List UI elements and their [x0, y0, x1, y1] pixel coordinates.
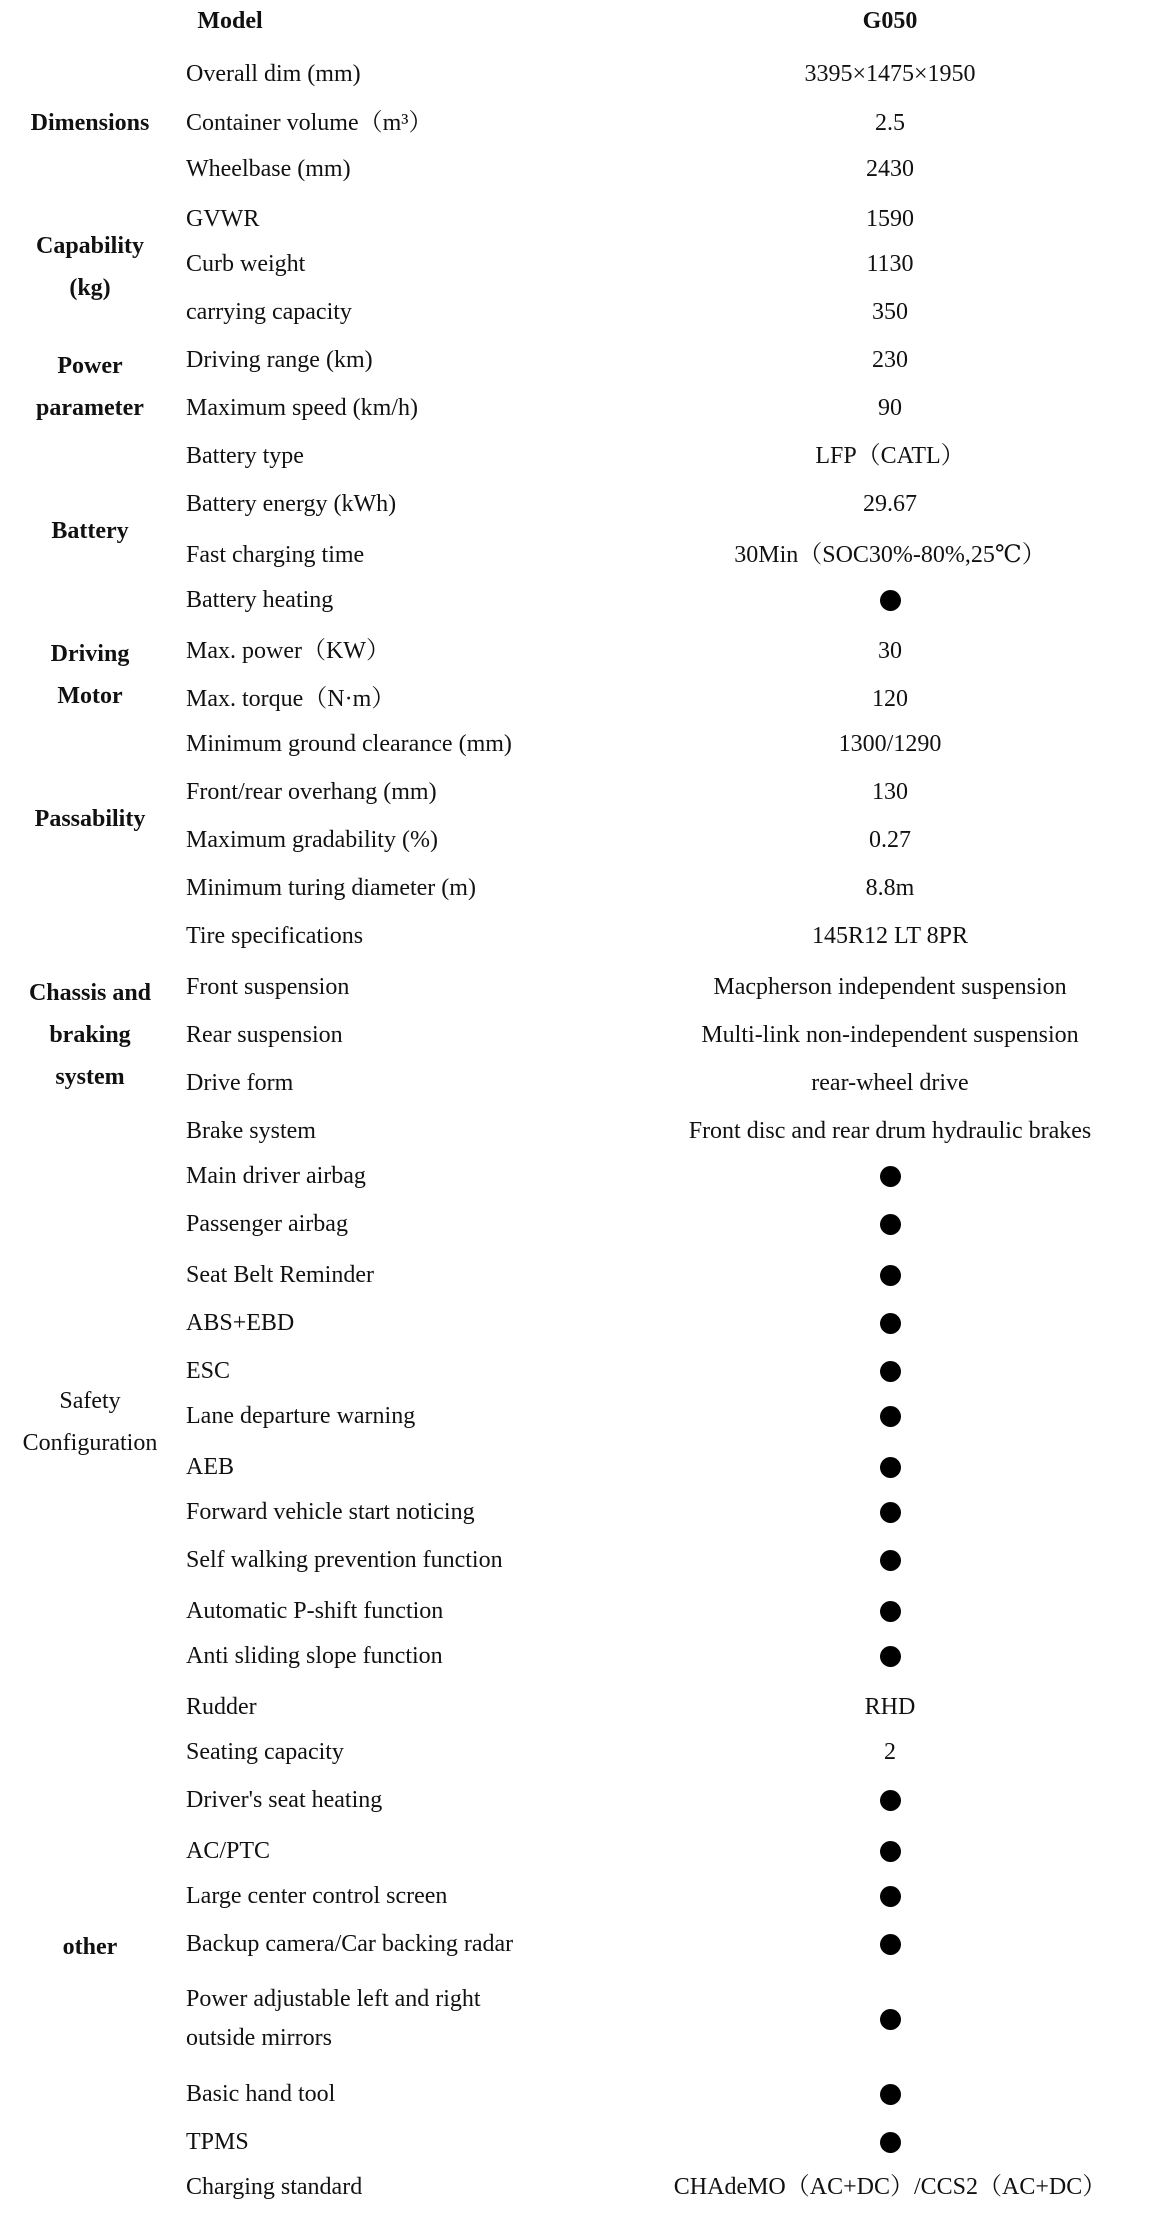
param-label: Forward vehicle start noticing — [186, 1499, 475, 1525]
standard-feature-dot-icon — [630, 1253, 1150, 1297]
table-row — [0, 52, 1166, 96]
param-label: Large center control screen — [186, 1883, 448, 1909]
param-value: 2.5 — [875, 110, 905, 136]
table-row — [0, 1874, 1166, 1918]
param-label: ABS+EBD — [186, 1310, 295, 1336]
standard-feature-dot-icon — [630, 578, 1150, 622]
filled-dot-icon — [880, 1214, 901, 1235]
standard-feature-dot-icon — [630, 1349, 1150, 1393]
table-row — [0, 338, 1166, 382]
standard-feature-dot-icon — [630, 1445, 1150, 1489]
param-value: 29.67 — [863, 491, 917, 517]
filled-dot-icon — [880, 2132, 901, 2153]
section-label-chassis: Chassis and braking system — [28, 980, 152, 1090]
param-label: Backup camera/Car backing radar — [186, 1931, 514, 1957]
section-label-capability: Capability (kg) — [35, 233, 145, 301]
param-label: Maximum gradability (%) — [186, 827, 438, 853]
param-value: 3395×1475×1950 — [804, 61, 976, 87]
param-label: Passenger airbag — [186, 1211, 348, 1237]
param-value: 1300/1290 — [838, 731, 942, 757]
param-label: Overall dim (mm) — [186, 61, 361, 87]
table-row — [0, 434, 1166, 478]
filled-dot-icon — [880, 2084, 901, 2105]
param-label: Max. torque（N·m） — [186, 686, 396, 712]
filled-dot-icon — [880, 1646, 901, 1667]
standard-feature-dot-icon — [630, 1922, 1150, 1966]
standard-feature-dot-icon — [630, 2072, 1150, 2116]
table-row — [0, 965, 1166, 1009]
section-label-other: other — [62, 1934, 118, 1960]
section-label-driving-motor: Driving Motor — [50, 641, 130, 709]
table-row — [0, 1445, 1166, 1489]
standard-feature-dot-icon — [630, 2120, 1150, 2164]
table-row — [0, 2072, 1166, 2116]
param-value: Front disc and rear drum hydraulic brakes — [688, 1118, 1092, 1144]
table-row — [0, 1349, 1166, 1393]
table-row — [0, 290, 1166, 334]
table-row — [0, 1829, 1166, 1873]
table-row — [0, 242, 1166, 286]
section-label-passability: Passability — [34, 806, 146, 832]
param-label: Battery energy (kWh) — [186, 491, 397, 517]
table-row — [0, 1109, 1166, 1153]
standard-feature-dot-icon — [630, 1538, 1150, 1582]
param-label: Tire specifications — [186, 923, 364, 949]
table-row — [0, 1685, 1166, 1729]
table-row — [0, 386, 1166, 430]
param-label: ESC — [186, 1358, 231, 1384]
table-row — [0, 1202, 1166, 1246]
filled-dot-icon — [880, 1265, 901, 1286]
param-label: Self walking prevention function — [186, 1547, 503, 1573]
param-value: 350 — [872, 299, 908, 325]
table-row — [0, 1253, 1166, 1297]
param-label: Brake system — [186, 1118, 316, 1144]
param-value: 2 — [884, 1739, 896, 1765]
table-row — [0, 1589, 1166, 1633]
table-row — [0, 818, 1166, 862]
param-label: carrying capacity — [186, 299, 352, 325]
param-value: 230 — [872, 347, 908, 373]
param-value: 8.8m — [865, 875, 915, 901]
param-label: Max. power（KW） — [186, 638, 390, 664]
model-value-header: G050 — [862, 8, 918, 34]
param-value: 30Min（SOC30%-80%,25℃） — [734, 542, 1046, 568]
standard-feature-dot-icon — [630, 1634, 1150, 1678]
filled-dot-icon — [880, 1601, 901, 1622]
table-row — [0, 1301, 1166, 1345]
table-row — [0, 578, 1166, 622]
model-header: Model — [197, 8, 263, 34]
param-label: TPMS — [186, 2129, 249, 2155]
table-row — [0, 1490, 1166, 1534]
standard-feature-dot-icon — [630, 1829, 1150, 1873]
table-row — [0, 1922, 1166, 1966]
param-label: Lane departure warning — [186, 1403, 416, 1429]
param-label: Battery heating — [186, 587, 334, 613]
section-label-dimensions: Dimensions — [30, 110, 150, 136]
param-value: 130 — [872, 779, 908, 805]
param-label: Minimum turing diameter (m) — [186, 875, 476, 901]
table-row — [0, 866, 1166, 910]
filled-dot-icon — [880, 1886, 901, 1907]
filled-dot-icon — [880, 2009, 901, 2030]
param-label: Seating capacity — [186, 1739, 344, 1765]
table-row — [0, 1730, 1166, 1774]
filled-dot-icon — [880, 1361, 901, 1382]
table-row — [0, 1778, 1166, 1822]
filled-dot-icon — [880, 1457, 901, 1478]
param-value: Macpherson independent suspension — [713, 974, 1067, 1000]
param-label: Anti sliding slope function — [186, 1643, 443, 1669]
table-row — [0, 1394, 1166, 1438]
table-row — [0, 197, 1166, 241]
table-row — [0, 482, 1166, 526]
param-value: 1590 — [866, 206, 914, 232]
filled-dot-icon — [880, 1406, 901, 1427]
table-row — [0, 533, 1166, 577]
filled-dot-icon — [880, 1313, 901, 1334]
param-label: Seat Belt Reminder — [186, 1262, 374, 1288]
param-label: Battery type — [186, 443, 304, 469]
param-value: 1130 — [866, 251, 914, 277]
param-label: Driving range (km) — [186, 347, 373, 373]
param-label: Curb weight — [186, 251, 306, 277]
table-header — [0, 0, 1166, 52]
filled-dot-icon — [880, 1934, 901, 1955]
param-label: Automatic P-shift function — [186, 1598, 444, 1624]
table-row — [0, 722, 1166, 766]
table-row — [0, 629, 1166, 673]
table-row — [0, 2165, 1166, 2209]
table-row — [0, 1154, 1166, 1198]
section-label-safety: Safety Configuration — [22, 1388, 158, 1456]
standard-feature-dot-icon — [630, 1154, 1150, 1198]
table-row — [0, 1979, 1166, 2059]
standard-feature-dot-icon — [630, 1979, 1150, 2059]
param-label: Maximum speed (km/h) — [186, 395, 418, 421]
filled-dot-icon — [880, 590, 901, 611]
param-value: Multi-link non-independent suspension — [701, 1022, 1079, 1048]
table-row — [0, 677, 1166, 721]
standard-feature-dot-icon — [630, 1589, 1150, 1633]
param-label: Power adjustable left and right outside mirrors — [186, 1986, 481, 2051]
param-label: Drive form — [186, 1070, 294, 1096]
param-label: AC/PTC — [186, 1838, 271, 1864]
table-row — [0, 914, 1166, 958]
param-value: 120 — [872, 686, 908, 712]
table-row — [0, 2120, 1166, 2164]
param-label: Basic hand tool — [186, 2081, 336, 2107]
param-label: Wheelbase (mm) — [186, 156, 351, 182]
filled-dot-icon — [880, 1502, 901, 1523]
section-label-battery: Battery — [51, 518, 129, 544]
filled-dot-icon — [880, 1841, 901, 1862]
param-label: Rudder — [186, 1694, 257, 1720]
standard-feature-dot-icon — [630, 1301, 1150, 1345]
table-row — [0, 1538, 1166, 1582]
table-row — [0, 1013, 1166, 1057]
standard-feature-dot-icon — [630, 1394, 1150, 1438]
param-value: 145R12 LT 8PR — [811, 923, 969, 949]
table-row — [0, 1634, 1166, 1678]
param-value: 30 — [878, 638, 902, 664]
param-value: 2430 — [866, 156, 914, 182]
param-label: Charging standard — [186, 2174, 363, 2200]
param-label: Container volume（m³） — [186, 110, 433, 136]
param-value: LFP（CATL） — [815, 443, 965, 469]
param-value: 0.27 — [869, 827, 911, 853]
param-value: RHD — [864, 1694, 916, 1720]
param-label: Minimum ground clearance (mm) — [186, 731, 512, 757]
param-label: Main driver airbag — [186, 1163, 366, 1189]
standard-feature-dot-icon — [630, 1874, 1150, 1918]
table-row — [0, 147, 1166, 191]
param-value: CHAdeMO（AC+DC）/CCS2（AC+DC） — [673, 2174, 1107, 2200]
table-row — [0, 1061, 1166, 1105]
filled-dot-icon — [880, 1550, 901, 1571]
filled-dot-icon — [880, 1166, 901, 1187]
table-row — [0, 101, 1166, 145]
param-value: rear-wheel drive — [811, 1070, 969, 1096]
standard-feature-dot-icon — [630, 1490, 1150, 1534]
param-label: Front/rear overhang (mm) — [186, 779, 437, 805]
standard-feature-dot-icon — [630, 1202, 1150, 1246]
section-label-power: Power parameter — [36, 353, 144, 421]
param-label: Front suspension — [186, 974, 350, 1000]
filled-dot-icon — [880, 1790, 901, 1811]
param-label: Driver's seat heating — [186, 1787, 383, 1813]
table-row — [0, 770, 1166, 814]
param-label: Fast charging time — [186, 542, 365, 568]
param-label: GVWR — [186, 206, 260, 232]
param-label: Rear suspension — [186, 1022, 343, 1048]
standard-feature-dot-icon — [630, 1778, 1150, 1822]
param-label: AEB — [186, 1454, 234, 1480]
param-value: 90 — [878, 395, 902, 421]
